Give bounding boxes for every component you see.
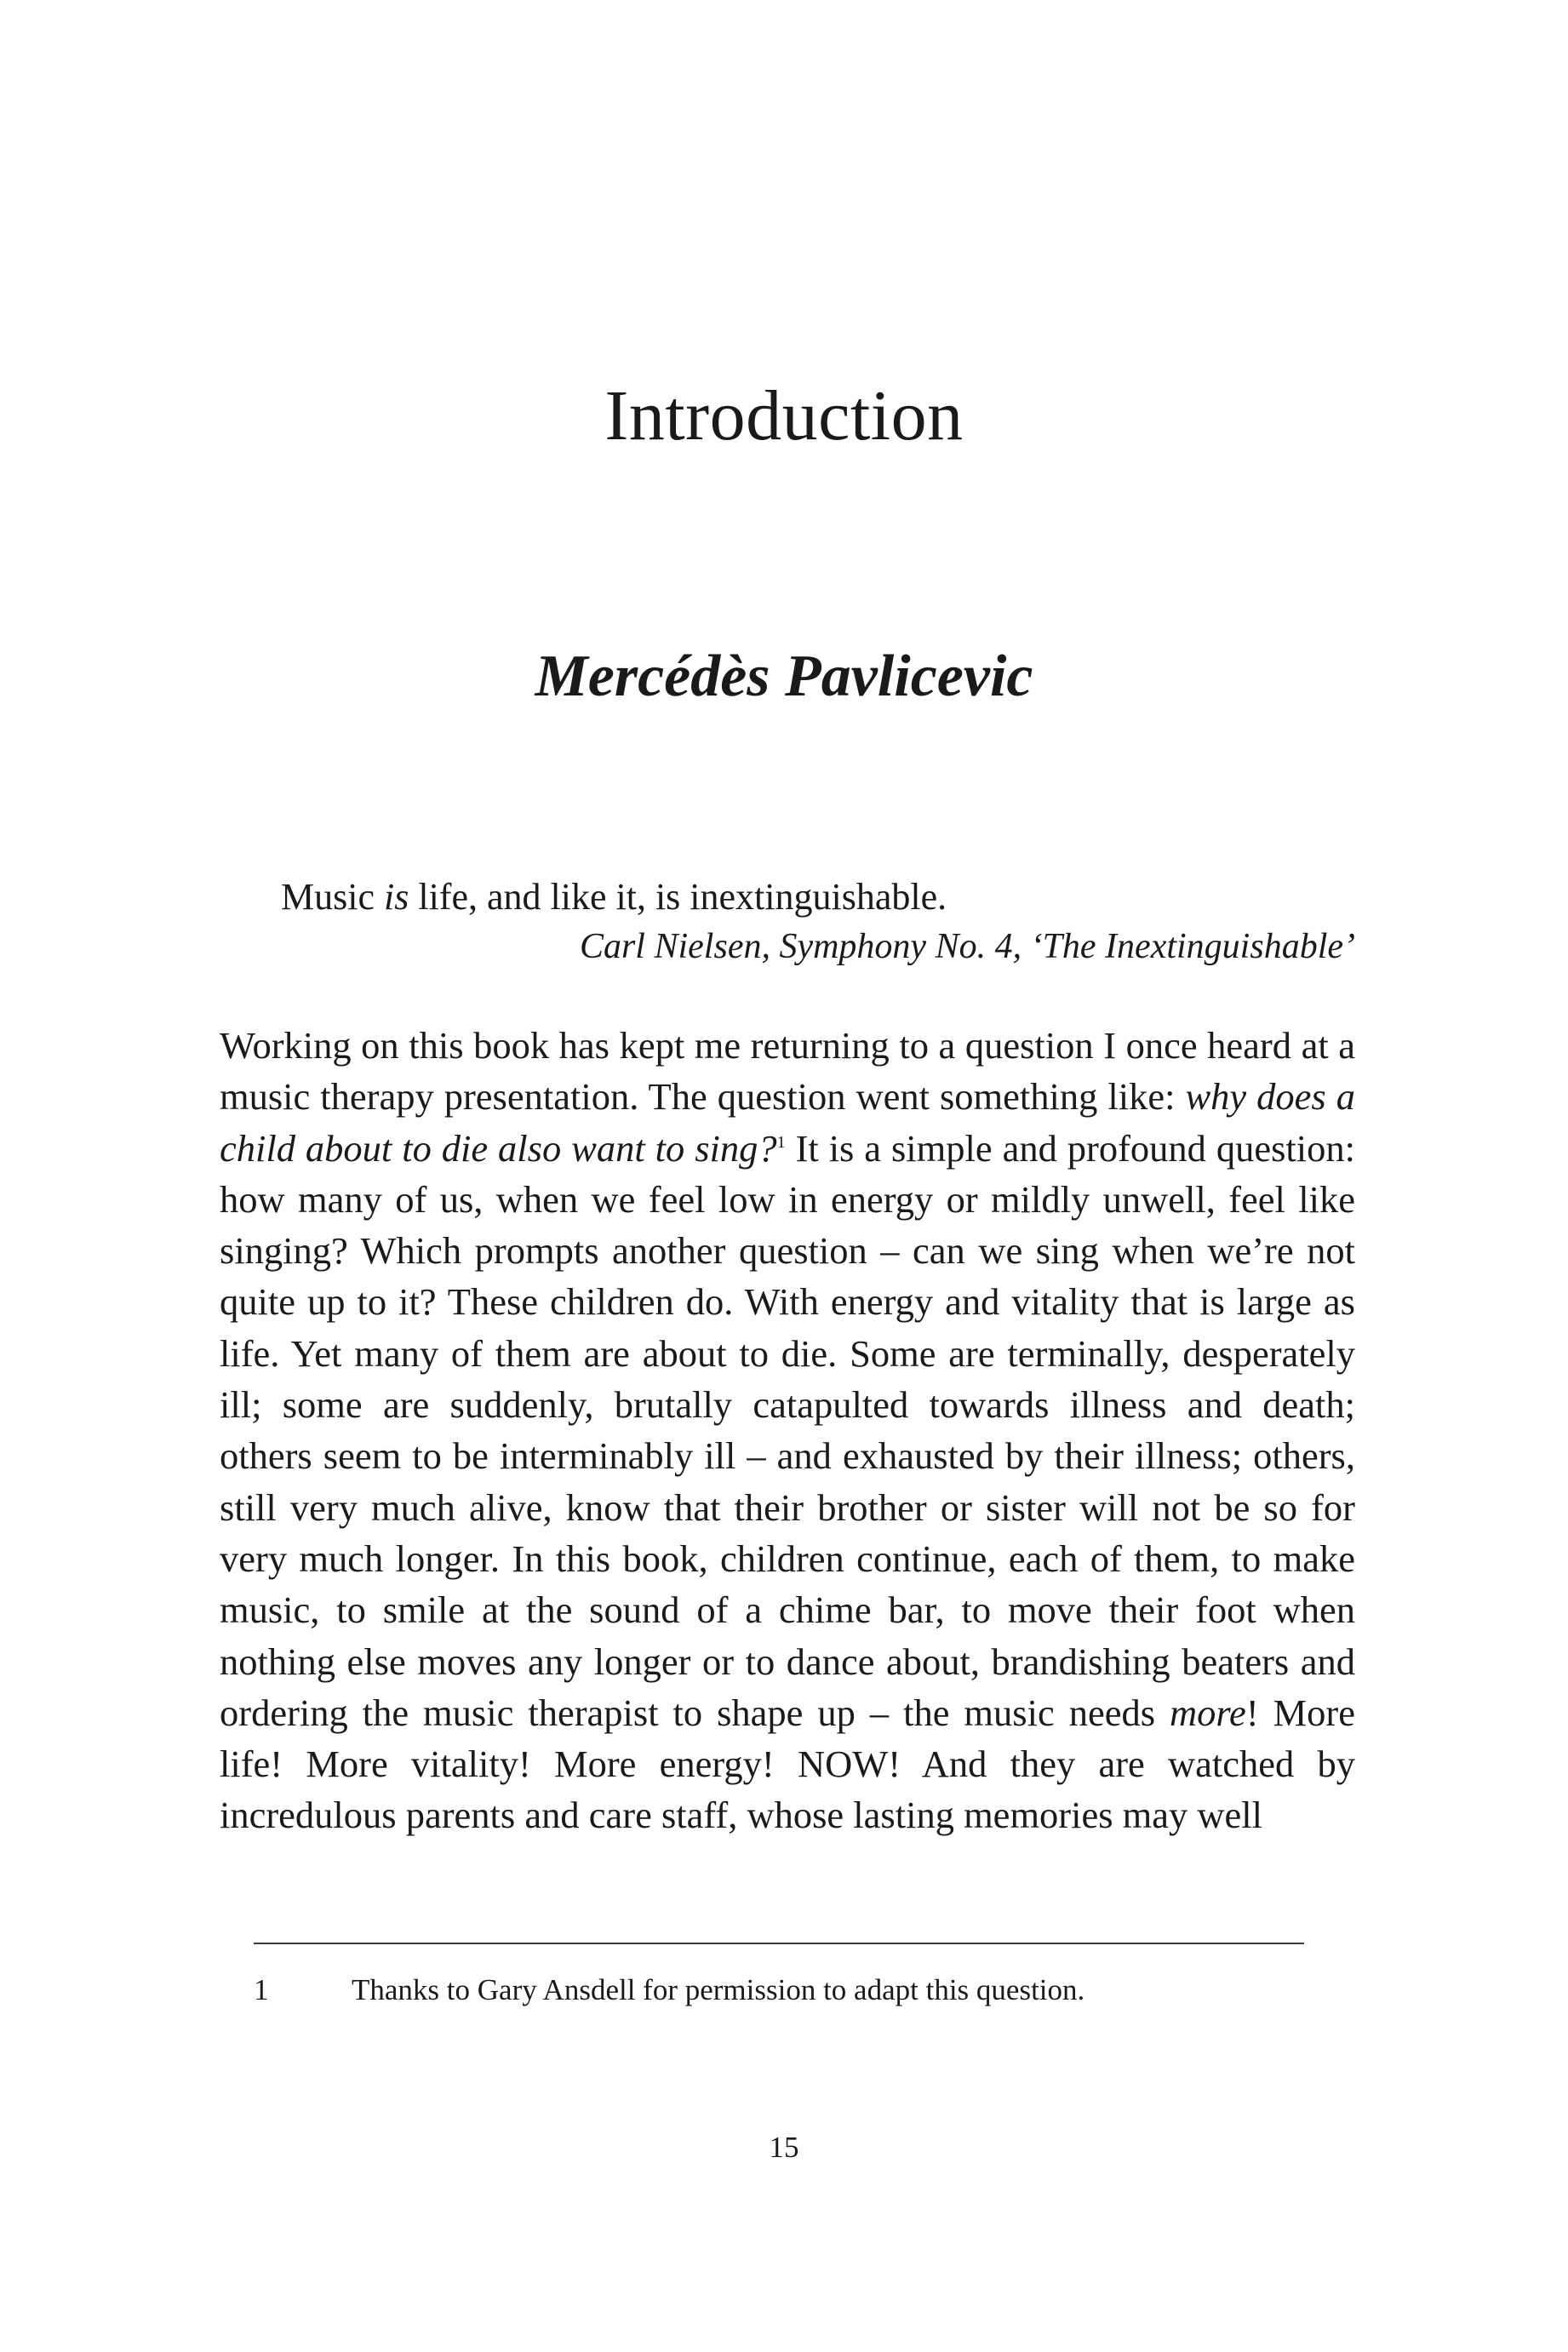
body-paragraph	[220, 1020, 1355, 1841]
body-text-part-3: ! More life! More vitality! More energy! NOW! And they are watched by incredulous parents and care staff, whose lasting memories may well	[220, 1691, 1355, 1837]
chapter-author: Mercédès Pavlicevic	[535, 644, 1033, 709]
footnote-number: 1	[254, 1973, 269, 2006]
epigraph-quote-emphasis: is	[384, 876, 409, 918]
epigraph-attribution: Carl Nielsen, Symphony No. 4, ‘The Inextinguishable’	[579, 927, 1355, 966]
body-emphasis-more: more	[1170, 1691, 1246, 1734]
epigraph-quote-end: life, and like it, is inextinguishable.	[409, 876, 947, 918]
epigraph	[281, 873, 1355, 971]
footnote-text: Thanks to Gary Ansdell for permission to adapt this question.	[352, 1973, 1085, 2006]
page-number: 15	[769, 2131, 799, 2164]
footnote-reference[interactable]: 1	[776, 1132, 786, 1152]
body-text-part-1: Working on this book has kept me returning to a question I once heard at a music therapy presentation. The question went something like:	[220, 1024, 1355, 1119]
body-emphasis-question: why does a child about to die also want to sing?	[220, 1075, 1355, 1170]
chapter-title: Introduction	[604, 376, 964, 455]
epigraph-quote	[281, 873, 1355, 922]
epigraph-quote-start: Music	[281, 876, 384, 918]
footnote-divider	[254, 1943, 1304, 1944]
body-text-part-2: It is a simple and profound question: how many of us, when we feel low in energy or mildly unwell, feel like singing? Which prompts another question – can we sing when we’re not quite up to it? These children do. With energy and vitality that is large as life. Yet many of them are about to die. Some are terminally, desperately ill; some are suddenly, brutally catapulted towards illness and death; others seem to be interminably ill – and exhausted by their illness; others, still very much alive, know that their brother or sister will not be so for very much longer. In this book, children continue, each of them, to make music, to smile at the sound of a chime bar, to move their foot when nothing else moves any longer or to dance about, brandishing beaters and ordering the music therapist to shape up – the music needs	[220, 1126, 1356, 1734]
